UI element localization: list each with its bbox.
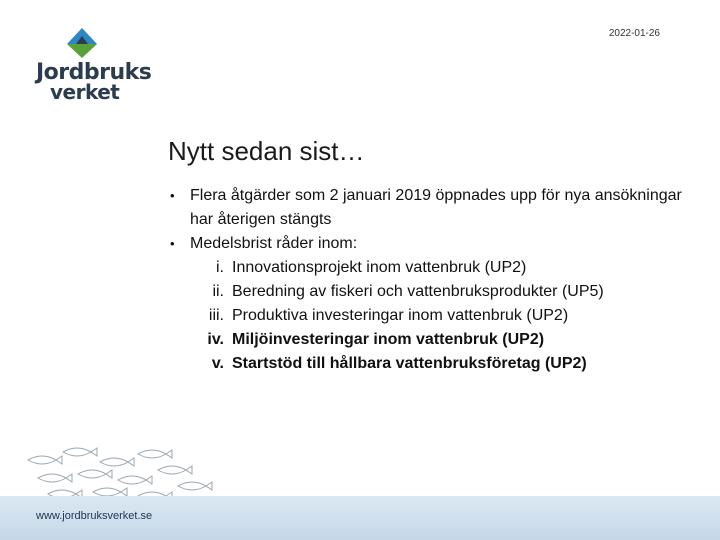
list-number: i. (216, 259, 224, 276)
list-item (170, 280, 690, 304)
list-item (170, 328, 690, 352)
slide-date: 2022-01-26 (608, 28, 660, 39)
slide-body (170, 184, 690, 376)
logo-text-line2: verket (50, 80, 120, 104)
bullet-item (170, 232, 690, 256)
list-text: Startstöd till hållbara vattenbruksföretag (UP2) (232, 355, 587, 372)
bullet-text: Flera åtgärder som 2 januari 2019 öppnades upp för nya ansökningar har återigen stängts (190, 187, 682, 228)
bullet-dot-icon: • (170, 188, 175, 203)
list-text: Beredning av fiskeri och vattenbruksprodukter (UP5) (232, 283, 604, 300)
bullet-text: Medelsbrist råder inom: (190, 235, 358, 252)
bullet-item (170, 184, 690, 232)
footer-url-link[interactable]: www.jordbruksverket.se (36, 510, 153, 522)
list-item (170, 304, 690, 328)
bullet-dot-icon: • (170, 236, 175, 251)
list-item (170, 352, 690, 376)
list-text: Innovationsprojekt inom vattenbruk (UP2) (232, 259, 527, 276)
list-number: iii. (208, 307, 224, 324)
list-text: Miljöinvesteringar inom vattenbruk (UP2) (232, 331, 545, 348)
slide-title: Nytt sedan sist… (168, 136, 365, 166)
logo-text-line1: Jordbruks (36, 60, 152, 85)
list-number: ii. (212, 283, 224, 300)
list-number: iv. (207, 331, 224, 348)
list-number: v. (211, 355, 224, 372)
jordbruksverket-logo (32, 22, 152, 104)
logo-mark-icon (32, 22, 132, 62)
list-item (170, 256, 690, 280)
list-text: Produktiva investeringar inom vattenbruk (UP2) (232, 307, 569, 324)
numbered-list (170, 256, 690, 376)
